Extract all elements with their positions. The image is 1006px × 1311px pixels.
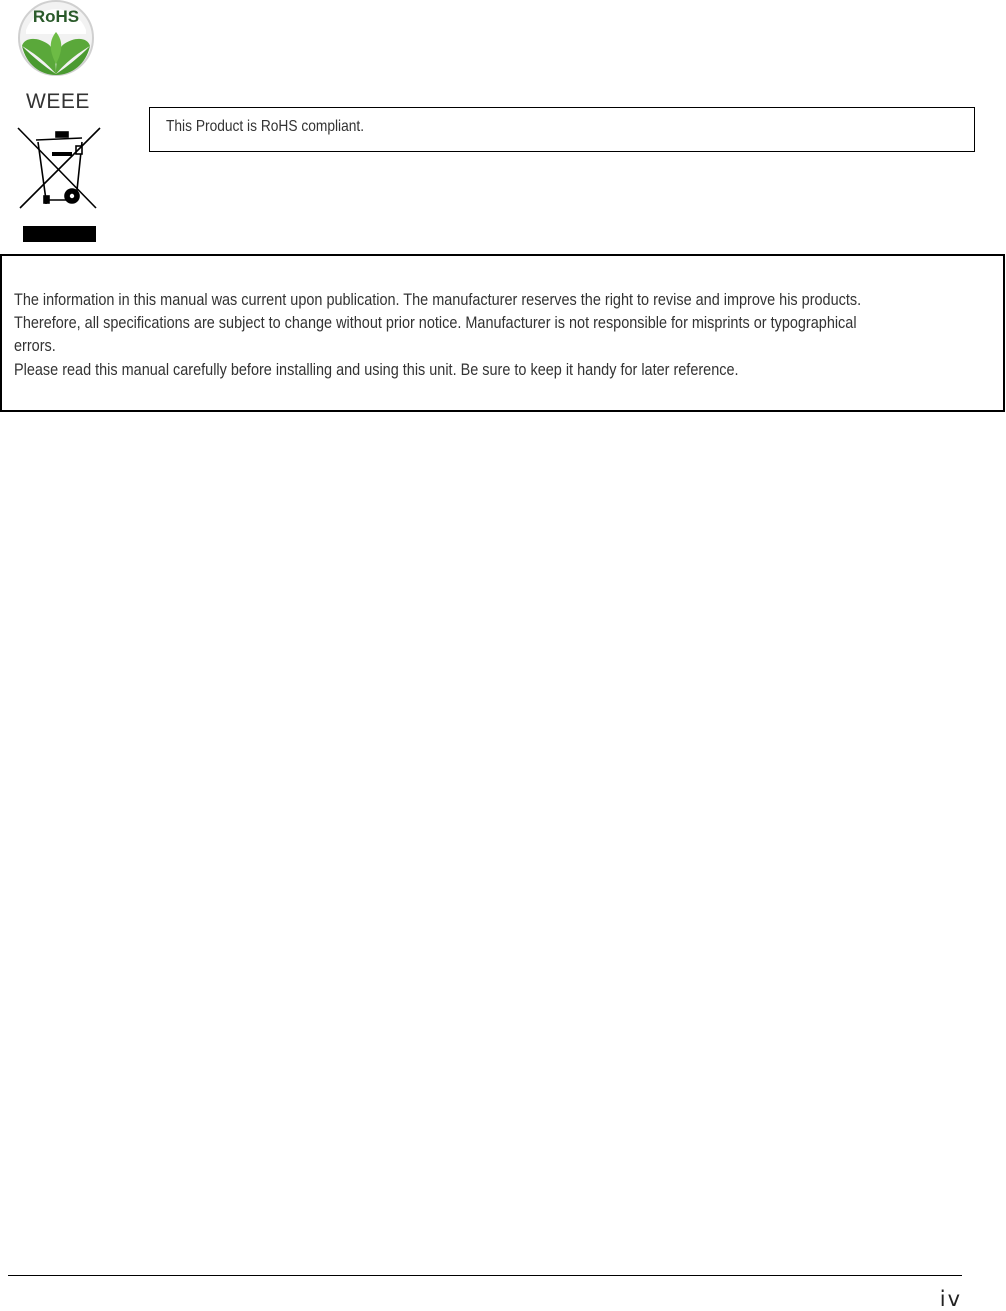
weee-label: WEEE <box>26 90 90 113</box>
disclaimer-line: Please read this manual carefully before installing and using this unit. Be sure to keep it handy for later reference. <box>14 360 739 379</box>
disclaimer-line: The information in this manual was current upon publication. The manufacturer reserves the right to revise and improve his products. <box>14 290 862 309</box>
page-number: iv <box>939 1287 962 1311</box>
crossed-out-wheelie-bin-icon <box>16 124 102 244</box>
rohs-compliance-notice <box>149 107 975 152</box>
disclaimer-box <box>0 254 1005 412</box>
rohs-compliance-text: This Product is RoHS compliant. <box>166 118 365 135</box>
disclaimer-line: Therefore, all specifications are subject to change without prior notice. Manufacturer is not responsible for misprints or typographical <box>14 313 857 332</box>
rohs-logo <box>14 0 98 76</box>
disclaimer-line: errors. <box>14 336 56 355</box>
footer-rule <box>8 1275 962 1276</box>
rohs-logo-text: RoHS <box>32 7 80 26</box>
